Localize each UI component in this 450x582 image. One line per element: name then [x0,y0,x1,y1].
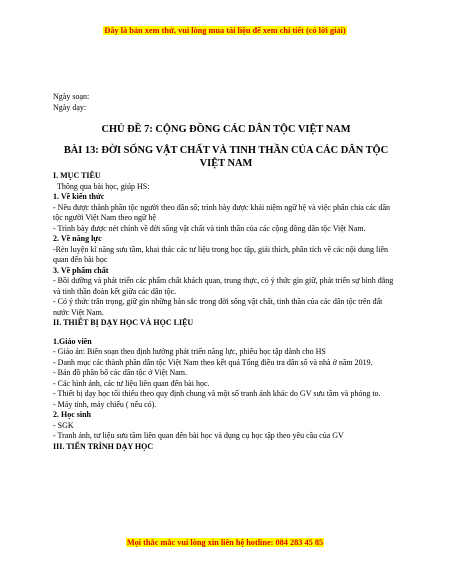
knowledge-heading: 1. Về kiến thức [53,192,105,201]
materials-heading: II. THIẾT BỊ DẠY HỌC VÀ HỌC LIỆU [53,318,194,327]
preview-notice-text: Đây là bản xem thử, vui lòng mua tài liệu để xem chi tiết (có lời giải) [104,26,346,35]
objectives-intro: Thông qua bài học, giúp HS: [57,181,150,191]
lesson-title: BÀI 13: ĐỜI SỐNG VẬT CHẤT VÀ TINH THẦN CỦA CÁC DÂN TỘC VIỆT NAM [63,145,389,169]
teacher-heading: 1.Giáo viên [53,336,92,346]
prep-date-label: Ngày soạn: [53,92,90,101]
preview-notice-banner [0,26,450,36]
hotline-notice-banner [0,538,450,548]
teacher-item: - Máy tính, máy chiếu ( nếu có). [53,399,157,409]
teach-date-label: Ngày dạy: [53,103,87,112]
hotline-notice-text: Mọi thắc mắc vui lòng xin liên hệ hotline: 084 283 45 85 [126,538,324,547]
teacher-item: - Giáo án: Biên soạn theo định hướng phát triển năng lực, phiếu học tập dành cho HS [53,347,326,356]
student-item: - Tranh ảnh, tư liệu sưu tầm liên quan đến bài học và dụng cụ học tập theo yêu cầu của GV [53,431,344,440]
skill-item: -Rèn luyện kĩ năng sưu tầm, khai thác các tư liệu trong học tập, giải thích, phân tích về các nội dung liên quan đến bài học [53,244,389,264]
quality-heading: 3. Về phẩm chất [53,265,109,275]
objectives-heading: I. MỤC TIÊU [53,171,101,180]
teacher-item: - Các hình ảnh, các tư liệu liên quan đến bài học. [53,378,210,388]
teacher-item: - Danh mục các thành phần dân tộc Việt Nam theo kết quả Tổng điều tra dân số và nhà ở năm 2019. [53,357,373,367]
student-item: - SGK [53,420,74,430]
teacher-item: - Thiết bị dạy học tối thiểu theo quy định chung và một số tranh ảnh khác do GV sưu tầm và phóng to. [53,389,381,398]
student-heading: 2. Học sinh [53,410,92,419]
quality-item: - Bồi dưỡng và phát triển các phẩm chất khách quan, trung thực, có ý thức gìn giữ, phát triển sự bình đẳng và tinh thần đoàn kết giữa các dân tộc. [53,276,394,296]
skill-heading: 2. Về năng lực [53,234,102,243]
teacher-item: - Bản đồ phân bố các dân tộc ở Việt Nam. [53,368,188,377]
topic-title: CHỦ ĐỀ 7: CỘNG ĐỒNG CÁC DÂN TỘC VIỆT NAM [101,124,351,135]
knowledge-item: - Nêu được thành phần tộc người theo dân số; trình bày được khái niệm ngữ hệ và việc phân chia các dân tộc người Việt Nam theo ngữ hệ [53,202,391,222]
section-objectives [53,171,399,452]
knowledge-item: - Trình bày được nét chính về đời sống vật chất và tinh thần của các cộng đồng dân tộc Việt Nam. [53,223,366,233]
process-heading: III. TIẾN TRÌNH DẠY HỌC [53,441,154,451]
quality-item: - Có ý thức trân trọng, giữ gìn những bản sắc trong đời sống vật chất, tinh thần của các dân tộc trên đất nước Việt Nam. [53,297,383,317]
